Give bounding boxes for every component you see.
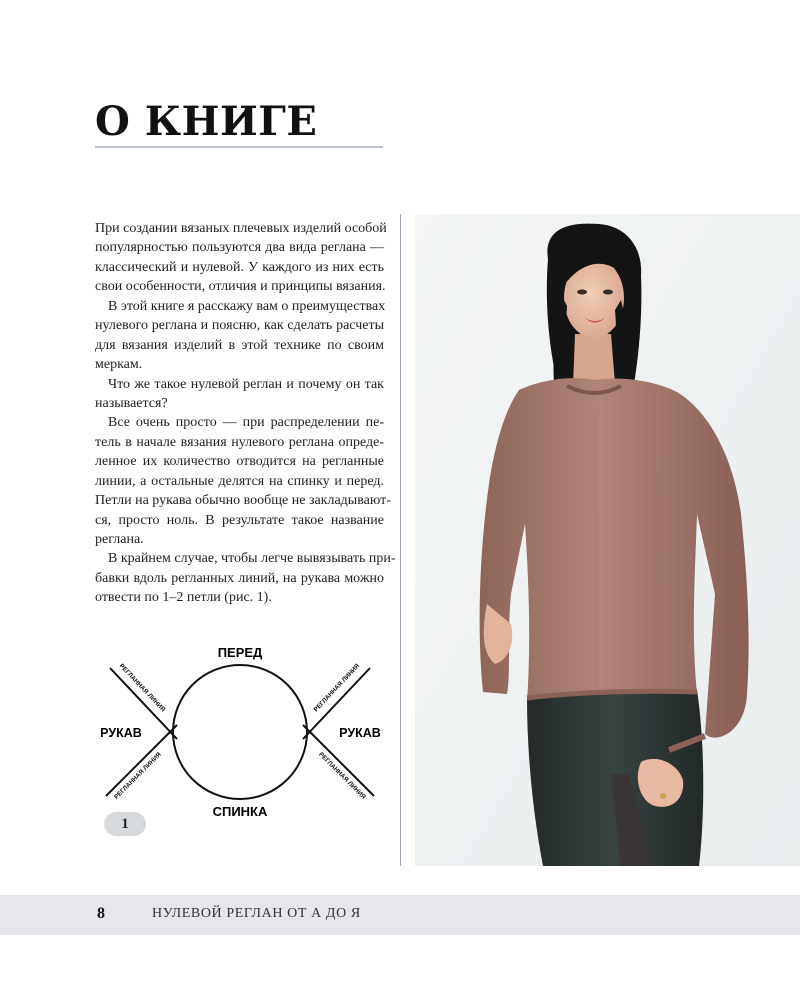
label-sleeve-right: РУКАВ	[339, 726, 381, 740]
raglan-label: РЕГЛАННАЯ ЛИНИЯ	[312, 662, 362, 714]
body-line: Что же такое нулевой реглан и почему он так	[108, 376, 384, 392]
body-line: свои особенности, отличия и принципы вязания.	[95, 279, 386, 295]
body-line: меркам.	[95, 357, 143, 373]
body-line: нулевого реглана и поясню, как сделать расчеты	[95, 318, 384, 334]
body-line: реглана.	[95, 532, 144, 547]
sweater-photo	[415, 214, 800, 866]
body-line: для вязания изделий в этой технике по своим	[95, 337, 384, 353]
running-title: НУЛЕВОЙ РЕГЛАН ОТ А ДО Я	[152, 906, 361, 921]
body-line: Все очень просто — при распределении пе-	[108, 415, 384, 431]
body-text	[95, 219, 396, 608]
body-line: отвести по 1–2 петли (рис. 1).	[95, 590, 272, 606]
heading-underline	[95, 146, 383, 148]
body-line: В этой книге я расскажу вам о преимуществах	[108, 298, 386, 314]
column-divider	[400, 214, 401, 866]
page-number: 8	[97, 905, 105, 922]
body-line: линии, а остальные делятся на спинку и перед.	[95, 473, 384, 489]
label-sleeve-left: РУКАВ	[100, 726, 142, 740]
page-footer	[0, 895, 800, 935]
body-line: ся, просто ноль. В результате такое название	[95, 512, 384, 528]
raglan-label: РЕГЛАННАЯ ЛИНИЯ	[113, 751, 163, 801]
body-line: бавки вдоль регланных линий, на рукава можно	[95, 570, 384, 586]
body-line: популярностью пользуются два вида реглана —	[95, 240, 384, 256]
body-line: называется?	[95, 395, 168, 411]
raglan-label: РЕГЛАННАЯ ЛИНИЯ	[317, 751, 367, 801]
body-line: тель в начале вязания нулевого реглана опреде-	[95, 434, 384, 450]
body-line: Петли на рукава обычно вообще не закладывают-	[95, 493, 391, 509]
label-back: СПИНКА	[212, 804, 268, 819]
page-heading: О КНИГЕ	[95, 98, 318, 145]
body-line: При создании вязаных плечевых изделий особой	[95, 221, 387, 236]
figure-number-badge: 1	[104, 812, 146, 836]
body-line: В крайнем случае, чтобы легче вывязывать при-	[108, 551, 396, 567]
label-front: ПЕРЕД	[217, 645, 263, 660]
yoke-circle	[173, 665, 307, 799]
body-line: ленное их количество отводится на регланные	[95, 454, 384, 470]
raglan-label: РЕГЛАННАЯ ЛИНИЯ	[117, 662, 167, 714]
body-line: классический и нулевой. У каждого из них есть	[95, 259, 384, 275]
